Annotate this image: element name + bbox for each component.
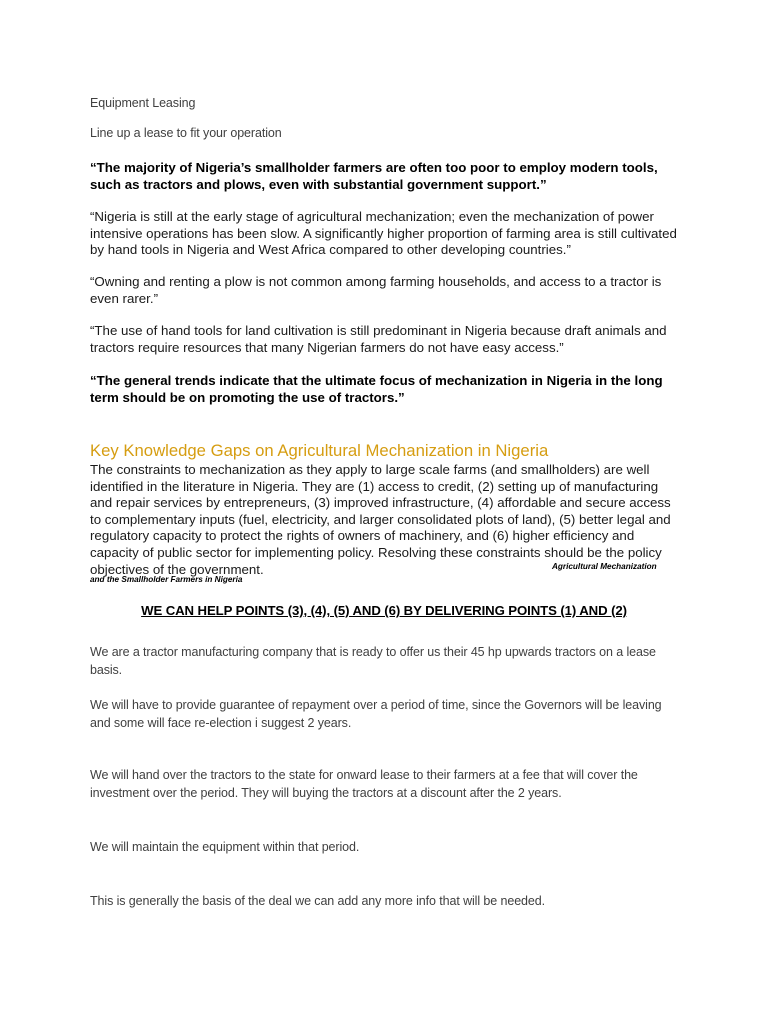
quote-general-trends: “The general trends indicate that the ultimate focus of mechanization in Nigeria in the long term should be on promoting the use of tractors.” — [90, 373, 663, 405]
proposal-tractor-offer: We are a tractor manufacturing company that is ready to offer us their 45 hp upwards tractors on a lease basis. — [90, 645, 656, 677]
section-heading-knowledge-gaps: Key Knowledge Gaps on Agricultural Mechanization in Nigeria — [90, 441, 549, 460]
knowledge-gaps-paragraph: The constraints to mechanization as they apply to large scale farms (and smallholders) are well identified in the literature in Nigeria. They are (1) access to credit, (2) setting up of manufacturing and repair services by entrepreneurs, (3) improved infrastructure, (4) affordable and secure access to complementary inputs (fuel, electricity, and larger consolidated plots of land), (5) better legal and regulatory capacity to protect the rights of owners of machinery, and (6) higher efficiency and capacity of public sector for implementing policy. Resolving these constraints should be the policy objectives of the government. — [90, 462, 671, 577]
proposal-maintenance: We will maintain the equipment within that period. — [90, 840, 360, 854]
quote-plow-ownership: “Owning and renting a plow is not common among farming households, and access to a tractor is even rarer.” — [90, 274, 662, 306]
help-points-heading: WE CAN HELP POINTS (3), (4), (5) AND (6) BY DELIVERING POINTS (1) AND (2) — [141, 603, 627, 618]
document-title: Equipment Leasing — [90, 96, 196, 110]
document-subtitle: Line up a lease to fit your operation — [90, 126, 282, 140]
quote-hand-tools: “The use of hand tools for land cultivation is still predominant in Nigeria because draft animals and tractors require resources that many Nigerian farmers do not have easy access.” — [90, 323, 667, 355]
proposal-state-handover: We will hand over the tractors to the state for onward lease to their farmers at a fee that will cover the investment over the period. They will buying the tractors at a discount after the 2 years. — [90, 768, 638, 800]
citation-source-part1: Agricultural Mechanization — [552, 562, 657, 571]
proposal-closing: This is generally the basis of the deal we can add any more info that will be needed. — [90, 894, 545, 908]
quote-early-stage-mechanization: “Nigeria is still at the early stage of agricultural mechanization; even the mechanization of power intensive operations has been slow. A significantly higher proportion of farming area is still cultivated by hand tools in Nigeria and West Africa compared to other developing countries.” — [90, 209, 677, 258]
citation-source-part2: and the Smallholder Farmers in Nigeria — [90, 575, 243, 584]
proposal-repayment-guarantee: We will have to provide guarantee of repayment over a period of time, since the Governors will be leaving and some will face re-election i suggest 2 years. — [90, 698, 662, 730]
quote-smallholder-poverty: “The majority of Nigeria’s smallholder farmers are often too poor to employ modern tools, such as tractors and plows, even with substantial government support.” — [90, 160, 658, 192]
